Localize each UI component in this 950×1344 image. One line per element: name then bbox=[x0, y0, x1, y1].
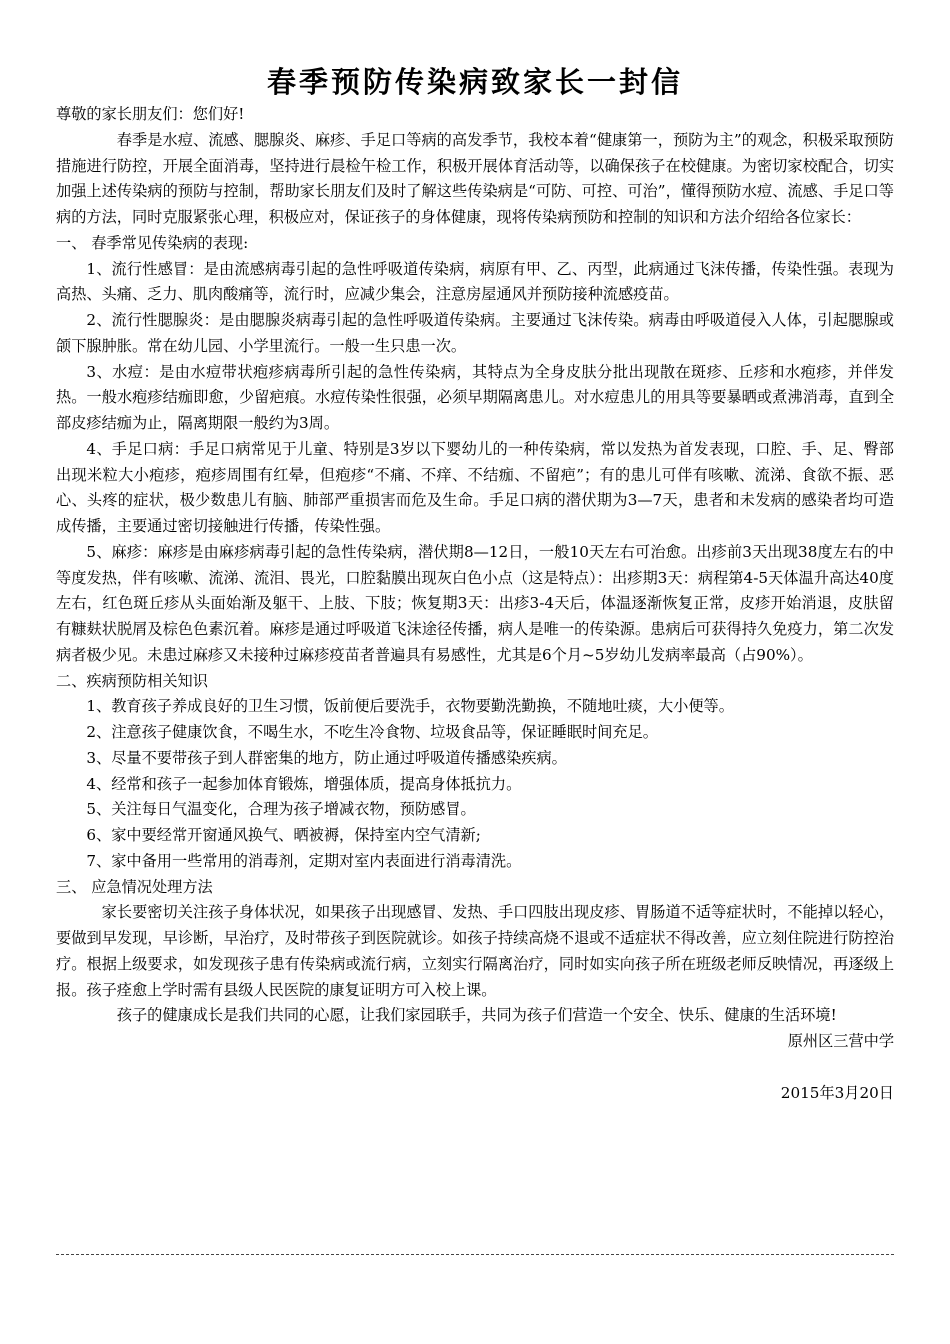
dashed-divider bbox=[56, 1254, 894, 1255]
letter-title: 春季预防传染病致家长一封信 bbox=[266, 65, 683, 99]
section-3-heading: 三、 应急情况处理方法 bbox=[56, 877, 213, 896]
section-2-item: 5、关注每日气温变化，合理为孩子增减衣物，预防感冒。 bbox=[86, 800, 476, 819]
section-1-item: 2、流行性腮腺炎：是由腮腺炎病毒引起的急性呼吸道传染病。主要通过飞沫传染。病毒由呼吸道侵入人体，引起腮腺或颌下腺肿胀。常在幼儿园、小学里流行。一般一生只患一次。 bbox=[56, 311, 894, 355]
section-3-paragraph: 家长要密切关注孩子身体状况，如果孩子出现感冒、发热、手口四肢出现皮疹、胃肠道不适等症状时，不能掉以轻心，要做到早发现，早诊断，早治疗，及时带孩子到医院就诊。如孩子持续高烧不退或不适症状不得改善，应立刻住院进行防控治疗。根据上级要求，如发现孩子患有传染病或流行病，立刻实行隔离治疗，同时如实向孩子所在班级老师反映情况，再逐级上报。孩子痊愈上学时需有县级人民医院的康复证明方可入校上课。 bbox=[56, 903, 894, 999]
letter-body bbox=[56, 102, 894, 1107]
letter-date: 2015年3月20日 bbox=[780, 1083, 894, 1102]
section-1-item: 3、水痘：是由水痘带状疱疹病毒所引起的急性传染病，其特点为全身皮肤分批出现散在斑疹、丘疹和水疱疹，并伴发热。一般水疱疹结痂即愈，少留疤痕。水痘传染性很强，必须早期隔离患儿。对水痘患儿的用具等要暴晒或煮沸消毒，直到全部皮疹结痂为止，隔离期限一般约为3周。 bbox=[56, 362, 894, 432]
section-2-item: 4、经常和孩子一起参加体育锻炼，增强体质，提高身体抵抗力。 bbox=[86, 774, 522, 793]
signature: 原州区三营中学 bbox=[787, 1032, 894, 1050]
section-1-item: 4、手足口病：手足口病常见于儿童、特别是3岁以下婴幼儿的一种传染病，常以发热为首发表现，口腔、手、足、臀部出现米粒大小疱疹，疱疹周围有红晕，但疱疹“不痛、不痒、不结痂、不留疤”；有的患儿可伴有咳嗽、流涕、食欲不振、恶心、头疼的症状，极少数患儿有脑、肺部严重损害而危及生命。手足口病的潜伏期为3—7天，患者和未发病的感染者均可造成传播，主要通过密切接触进行传播，传染性强。 bbox=[56, 439, 894, 535]
closing-paragraph: 孩子的健康成长是我们共同的心愿，让我们家园联手，共同为孩子们营造一个安全、快乐、健康的生活环境! bbox=[116, 1006, 837, 1025]
section-1-item: 1、流行性感冒：是由流感病毒引起的急性呼吸道传染病，病原有甲、乙、丙型，此病通过飞沫传播，传染性强。表现为高热、头痛、乏力、肌肉酸痛等，流行时，应减少集会，注意房屋通风并预防接种流感疫苗。 bbox=[56, 259, 894, 304]
section-2-item: 7、家中备用一些常用的消毒剂，定期对室内表面进行消毒清洗。 bbox=[86, 851, 522, 870]
section-2-item: 3、尽量不要带孩子到人群密集的地方，防止通过呼吸道传播感染疾病。 bbox=[86, 748, 567, 767]
section-2-item: 6、家中要经常开窗通风换气、晒被褥，保持室内空气清新; bbox=[86, 826, 481, 844]
section-2-item: 1、教育孩子养成良好的卫生习惯，饭前便后要洗手，衣物要勤洗勤换，不随地吐痰，大小便等。 bbox=[86, 697, 734, 716]
section-1-heading: 一、 春季常见传染病的表现: bbox=[56, 233, 249, 252]
greeting: 尊敬的家长朋友们：您们好! bbox=[56, 105, 245, 123]
section-2-item: 2、注意孩子健康饮食，不喝生水，不吃生冷食物、垃圾食品等，保证睡眠时间充足。 bbox=[86, 723, 658, 741]
intro-paragraph: 春季是水痘、流感、腮腺炎、麻疹、手足口等病的高发季节，我校本着“健康第一，预防为主”的观念，积极采取预防措施进行防控，开展全面消毒，坚持进行晨检午检工作，积极开展体育活动等，以确保孩子在校健康。为密切家校配合，切实加强上述传染病的预防与控制，帮助家长朋友们及时了解这些传染病是“可防、可控、可治”，懂得预防水痘、流感、手足口等病的方法，同时克服紧张心理，积极应对，保证孩子的身体健康，现将传染病预防和控制的知识和方法介绍给各位家长： bbox=[56, 130, 894, 226]
spacer bbox=[56, 1055, 894, 1081]
section-2-heading: 二、疾病预防相关知识 bbox=[56, 671, 208, 690]
section-1-item: 5、麻疹：麻疹是由麻疹病毒引起的急性传染病，潜伏期8—12日，一般10天左右可治愈。出疹前3天出现38度左右的中等度发热，伴有咳嗽、流涕、流泪、畏光，口腔黏膜出现灰白色小点（这是特点）：出疹期3天：病程第4-5天体温升高达40度左右，红色斑丘疹从头面始渐及躯干、上肢、下肢；恢复期3天：出疹3-4天后，体温逐渐恢复正常，皮疹开始消退，皮肤留有糠麸状脱屑及棕色色素沉着。麻疹是通过呼吸道飞沫途径传播，病人是唯一的传染源。患病后可获得持久免疫力，第二次发病者极少见。未患过麻疹又未接种过麻疹疫苗者普遍具有易感性，尤其是6个月~5岁幼儿发病率最高（占90%）。 bbox=[56, 542, 894, 664]
